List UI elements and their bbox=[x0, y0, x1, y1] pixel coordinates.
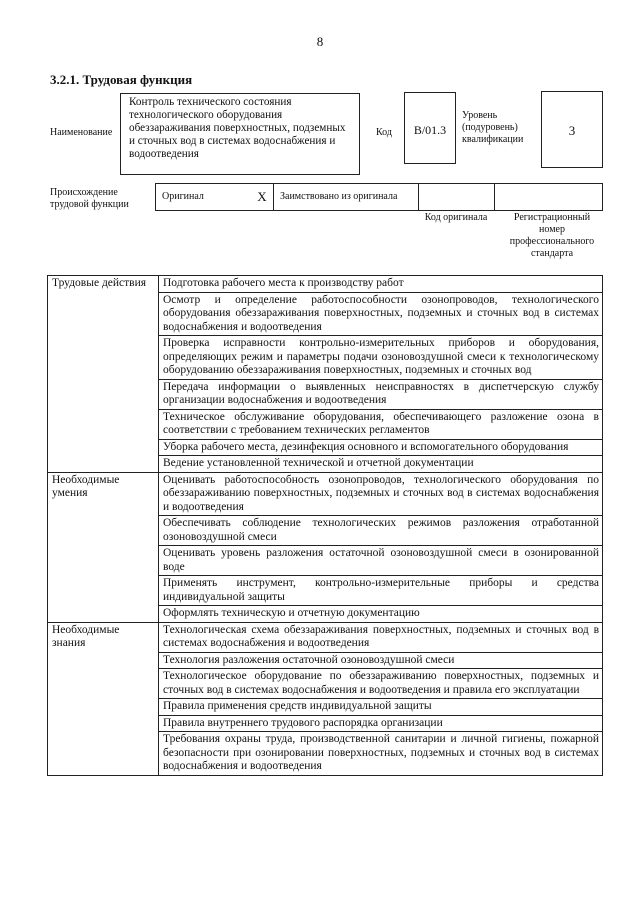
origin-row bbox=[155, 183, 603, 211]
section-item: Технологическое оборудование по обеззараживанию поверхностных, подземных и сточных вод в системах водоснабжения и водоотведения и правила его эксплуатации bbox=[159, 669, 603, 699]
section-item: Ведение установленной технической и отчетной документации bbox=[159, 456, 603, 473]
section-item: Правила внутреннего трудового распорядка организации bbox=[159, 715, 603, 732]
section-item: Оформлять техническую и отчетную документацию bbox=[159, 606, 603, 623]
section-item: Требования охраны труда, производственной санитарии и личной гигиены, пожарной безопасности при озонировании поверхностных, подземных и сточных вод в системах водоснабжения и водоотведения bbox=[159, 732, 603, 776]
original-mark: X bbox=[257, 189, 267, 204]
level-value-box: 3 bbox=[541, 91, 603, 168]
code-original-label: Код оригинала bbox=[424, 212, 488, 223]
reg-number-label: Регистрационный номер профессионального стандарта bbox=[509, 212, 595, 259]
code-label: Код bbox=[376, 127, 392, 138]
reg-number-cell bbox=[494, 184, 603, 210]
section-title: Необходимые знания bbox=[48, 622, 159, 775]
borrowed-text: Заимствовано из оригинала bbox=[273, 184, 418, 210]
level-label: Уровень (подуровень) квалификации bbox=[462, 110, 524, 145]
section-item: Оценивать уровень разложения остаточной озоновоздушной смеси в озонированной воде bbox=[159, 546, 603, 576]
section-title: Трудовые действия bbox=[48, 276, 159, 473]
section-item: Технологическая схема обеззараживания поверхностных, подземных и сточных вод в системах водоснабжения и водоотведения bbox=[159, 622, 603, 652]
table-row bbox=[48, 472, 603, 516]
original-text: Оригинал bbox=[162, 191, 204, 202]
section-heading: 3.2.1. Трудовая функция bbox=[50, 72, 193, 87]
function-name-box: Контроль технического состояния технологического оборудования обеззараживания поверхностных, подземных и сточных вод в системах водоснабжения и водоотведения bbox=[120, 93, 360, 175]
table-row bbox=[48, 276, 603, 293]
section-title: Необходимые умения bbox=[48, 472, 159, 622]
section-item: Уборка рабочего места, дезинфекция основного и вспомогательного оборудования bbox=[159, 439, 603, 456]
origin-label: Происхождение трудовой функции bbox=[50, 187, 129, 210]
name-label: Наименование bbox=[50, 127, 113, 138]
section-item: Техническое обслуживание оборудования, обеспечивающего разложение озона в соответствии с требованием технических регламентов bbox=[159, 409, 603, 439]
section-item: Осмотр и определение работоспособности озонопроводов, технологического оборудования обеззараживания поверхностных, подземных и сточных вод в системах водоснабжения и водоотведения bbox=[159, 292, 603, 336]
section-item: Подготовка рабочего места к производству работ bbox=[159, 276, 603, 293]
section-item: Технология разложения остаточной озоновоздушной смеси bbox=[159, 652, 603, 669]
section-item: Передача информации о выявленных неисправностях в диспетчерскую службу организации водоснабжения и водоотведения bbox=[159, 379, 603, 409]
table-row bbox=[48, 622, 603, 652]
section-item: Оценивать работоспособность озонопроводов, технологического оборудования по обеззараживанию поверхностных, подземных и сточных вод в системах водоснабжения и водоотведения bbox=[159, 472, 603, 516]
code-original-cell bbox=[418, 184, 494, 210]
section-item: Применять инструмент, контрольно-измерительные приборы и средства индивидуальной защиты bbox=[159, 576, 603, 606]
function-details-table bbox=[47, 275, 603, 776]
page-number: 8 bbox=[316, 34, 324, 49]
code-value-box: B/01.3 bbox=[404, 92, 456, 164]
section-item: Проверка исправности контрольно-измерительных приборов и оборудования, определяющих режим и параметры подачи озоновоздушной смеси к технологическому оборудованию обеззараживания поверхностных, подземных и сточных вод bbox=[159, 336, 603, 380]
section-item: Обеспечивать соблюдение технологических режимов разложения отработанной озоновоздушной смеси bbox=[159, 516, 603, 546]
section-item: Правила применения средств индивидуальной защиты bbox=[159, 699, 603, 716]
